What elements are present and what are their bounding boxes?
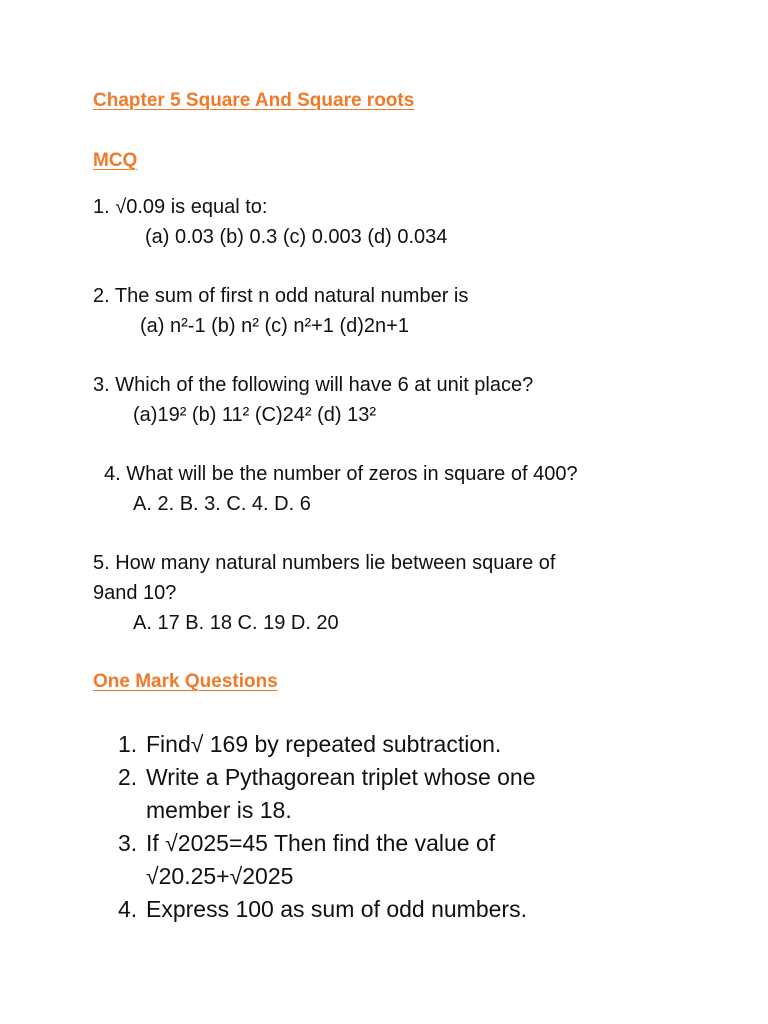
mcq-options-4: A. 2. B. 3. C. 4. D. 6: [133, 493, 311, 515]
one-mark-question-4: Express 100 as sum of odd numbers.: [146, 896, 527, 922]
one-mark-question-2: Write a Pythagorean triplet whose one member is 18.: [146, 764, 536, 823]
one-mark-item: [118, 827, 576, 893]
mcq-options-3: (a)19² (b) 11² (C)24² (d) 13²: [133, 404, 377, 426]
list-number: 3.: [118, 830, 138, 856]
list-number: 4.: [118, 896, 138, 922]
mcq-question-5-line2: 9and 10?: [93, 582, 177, 604]
mcq-question-4: 4. What will be the number of zeros in square of 400?: [104, 463, 578, 485]
one-mark-question-3: If √2025=45 Then find the value of √20.25+√2025: [146, 830, 496, 889]
mcq-options-1: (a) 0.03 (b) 0.3 (c) 0.003 (d) 0.034: [145, 226, 448, 248]
mcq-question-3: 3. Which of the following will have 6 at unit place?: [93, 374, 534, 396]
chapter-title: Chapter 5 Square And Square roots: [93, 90, 415, 111]
one-mark-item: [118, 893, 738, 926]
mcq-options-5: A. 17 B. 18 C. 19 D. 20: [133, 612, 339, 634]
list-number: 2.: [118, 764, 138, 790]
mcq-question-2: 2. The sum of first n odd natural number is: [93, 285, 469, 307]
one-mark-heading: One Mark Questions: [93, 671, 278, 692]
one-mark-question-1: Find√ 169 by repeated subtraction.: [146, 731, 502, 757]
one-mark-item: [118, 728, 738, 761]
one-mark-item: [118, 761, 616, 827]
mcq-question-5-line1: 5. How many natural numbers lie between square of: [93, 552, 556, 574]
one-mark-list: [118, 728, 738, 926]
mcq-question-1: 1. √0.09 is equal to:: [93, 196, 268, 218]
mcq-options-2: (a) n²-1 (b) n² (c) n²+1 (d)2n+1: [140, 315, 409, 337]
mcq-heading: MCQ: [93, 150, 138, 171]
list-number: 1.: [118, 731, 138, 757]
